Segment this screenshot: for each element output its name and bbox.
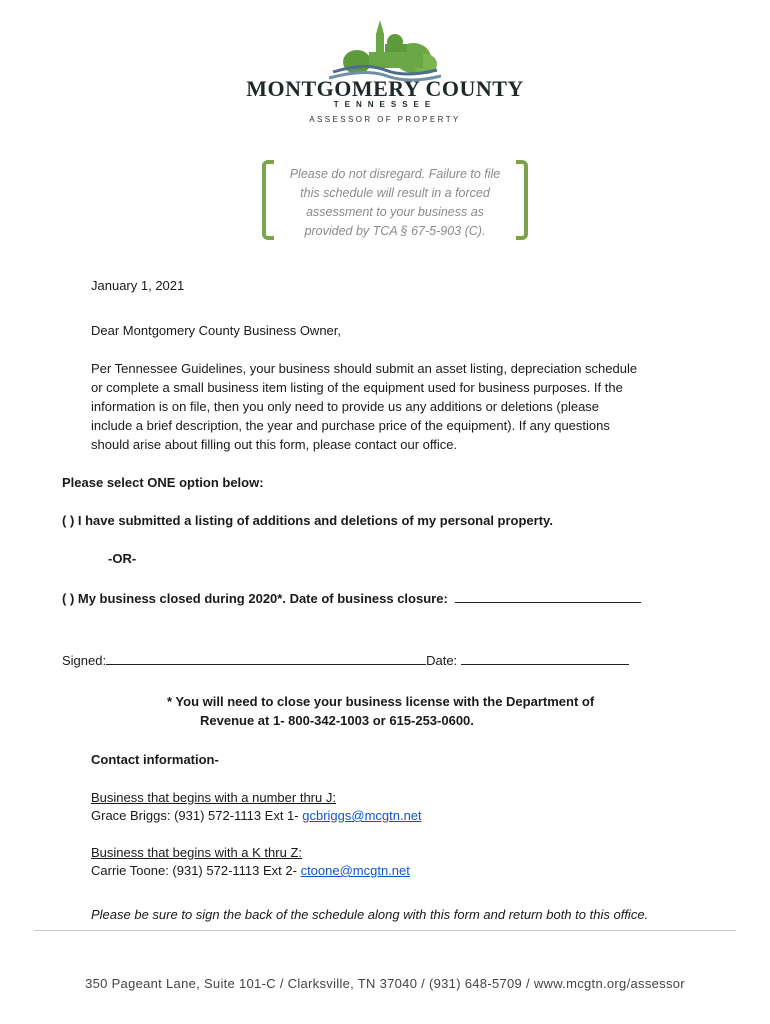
notice-line: assessment to your business as bbox=[306, 205, 484, 219]
contact-1-details: Grace Briggs: (931) 572-1113 Ext 1- bbox=[91, 808, 303, 823]
closing-note: Please be sure to sign the back of the schedule along with this form and return both to this office. bbox=[91, 907, 649, 922]
notice-line: provided by TCA § 67-5-903 (C). bbox=[304, 224, 486, 238]
option-business-closed-label[interactable]: ( ) My business closed during 2020*. Date of business closure: bbox=[62, 591, 448, 606]
office-name: ASSESSOR OF PROPERTY bbox=[309, 115, 461, 124]
paragraph-line: or complete a small business item listing of the equipment used for business purposes. If the bbox=[91, 380, 623, 395]
notice-text bbox=[276, 165, 514, 241]
license-note-line-2: Revenue at 1- 800-342-1003 or 615-253-0600. bbox=[200, 713, 474, 728]
state-name: TENNESSEE bbox=[333, 100, 437, 109]
closure-date-field[interactable] bbox=[455, 588, 641, 603]
letter-paragraph bbox=[91, 359, 711, 454]
notice-line: Please do not disregard. Failure to file bbox=[289, 167, 501, 181]
bracket-right bbox=[516, 160, 528, 240]
footer-divider bbox=[34, 930, 736, 931]
option-submitted-listing[interactable]: ( ) I have submitted a listing of additions and deletions of my personal property. bbox=[62, 513, 553, 528]
contact-2-email-link[interactable]: ctoone@mcgtn.net bbox=[300, 863, 410, 878]
county-name: MONTGOMERY COUNTY bbox=[246, 76, 524, 101]
contact-2-details: Carrie Toone: (931) 572-1113 Ext 2- bbox=[91, 863, 301, 878]
date-label: Date: bbox=[426, 653, 458, 668]
contact-2-row bbox=[91, 861, 410, 880]
license-note-line-1: * You will need to close your business license with the Department of bbox=[167, 694, 595, 709]
signature-field[interactable] bbox=[106, 650, 426, 665]
county-logo-icon bbox=[325, 12, 445, 84]
footer-address: 350 Pageant Lane, Suite 101-C / Clarksville, TN 37040 / (931) 648-5709 / www.mcgtn.org/assessor bbox=[85, 976, 685, 991]
paragraph-line: should arise about filling out this form, please contact our office. bbox=[91, 437, 458, 452]
options-heading: Please select ONE option below: bbox=[62, 475, 264, 490]
notice-line: this schedule will result in a forced bbox=[300, 186, 490, 200]
letter-salutation: Dear Montgomery County Business Owner, bbox=[91, 323, 341, 338]
contact-1-row bbox=[91, 806, 422, 825]
letter-date: January 1, 2021 bbox=[91, 278, 185, 293]
paragraph-line: Per Tennessee Guidelines, your business should submit an asset listing, depreciation schedule bbox=[91, 361, 638, 376]
signature-row bbox=[62, 650, 629, 670]
contact-heading: Contact information- bbox=[91, 752, 219, 767]
paragraph-line: include a brief description, the year and purchase price of the equipment). If any questions bbox=[91, 418, 610, 433]
bracket-left bbox=[262, 160, 274, 240]
option-business-closed bbox=[62, 588, 641, 608]
signed-label: Signed: bbox=[62, 653, 107, 668]
paragraph-line: information is on file, then you only need to provide us any additions or deletions (please bbox=[91, 399, 600, 414]
contact-2-range: Business that begins with a K thru Z: bbox=[91, 845, 302, 860]
contact-1-range: Business that begins with a number thru J: bbox=[91, 790, 336, 805]
contact-1-email-link[interactable]: gcbriggs@mcgtn.net bbox=[302, 808, 422, 823]
signature-date-field[interactable] bbox=[461, 650, 629, 665]
or-separator: -OR- bbox=[108, 551, 137, 566]
notice-box bbox=[262, 160, 528, 242]
